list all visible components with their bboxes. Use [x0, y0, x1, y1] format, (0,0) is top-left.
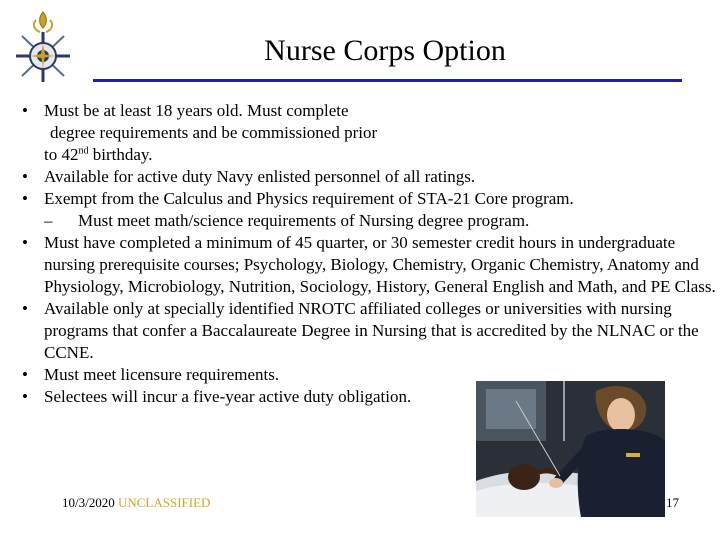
footer-date-classification — [62, 494, 210, 512]
classification-label: UNCLASSIFIED — [117, 495, 211, 510]
bullet-text: Selectees will incur a five-year active duty obligation. — [44, 387, 412, 406]
bullet-marker: • — [22, 387, 28, 406]
nurse-patient-photo — [476, 381, 665, 517]
bullet-item — [22, 298, 717, 364]
bullet-marker: • — [22, 167, 28, 186]
bullet-marker: • — [22, 189, 28, 208]
footer-date: 10/3/2020 — [62, 495, 115, 510]
navy-crest-icon — [8, 8, 78, 86]
bullet-text: Must meet licensure requirements. — [44, 365, 280, 384]
sub-bullet-item — [22, 210, 717, 232]
bullet-marker: • — [22, 233, 28, 252]
bullet-list — [22, 100, 717, 408]
bullet-item — [22, 100, 717, 166]
bullet-text: Must have completed a minimum of 45 quarter, or 30 semester credit hours in undergraduate nursing prerequisite courses; Psychology, Biology, Chemistry, Organic Chemistry, Anatomy and Physiology, Microbiology, Nutrition, Sociology, History, General English and Math, and PE Class. — [44, 233, 716, 296]
bullet-item — [22, 188, 717, 210]
slide-title: Nurse Corps Option — [264, 34, 506, 67]
bullet-line: to 42nd birthday. — [44, 145, 153, 164]
bullet-marker: • — [22, 101, 28, 120]
bullet-item — [22, 232, 717, 298]
bullet-line: Must be at least 18 years old. Must complete — [44, 101, 349, 120]
bullet-text: Available only at specially identified NROTC affiliated colleges or universities with nursing programs that confer a Baccalaureate Degree in Nursing that is accredited by the NLNAC or the CCNE. — [44, 299, 699, 362]
dash-marker: – — [44, 211, 53, 230]
bullet-marker: • — [22, 299, 28, 318]
page-number: 17 — [666, 495, 679, 510]
bullet-marker: • — [22, 365, 28, 384]
bullet-line: degree requirements and be commissioned prior — [50, 123, 378, 142]
bullet-text: Available for active duty Navy enlisted personnel of all ratings. — [44, 167, 476, 186]
title-rule — [93, 79, 682, 82]
bullet-item — [22, 166, 717, 188]
bullet-text: Exempt from the Calculus and Physics requirement of STA-21 Core program. — [44, 189, 574, 208]
sub-bullet-text: Must meet math/science requirements of Nursing degree program. — [78, 211, 530, 230]
